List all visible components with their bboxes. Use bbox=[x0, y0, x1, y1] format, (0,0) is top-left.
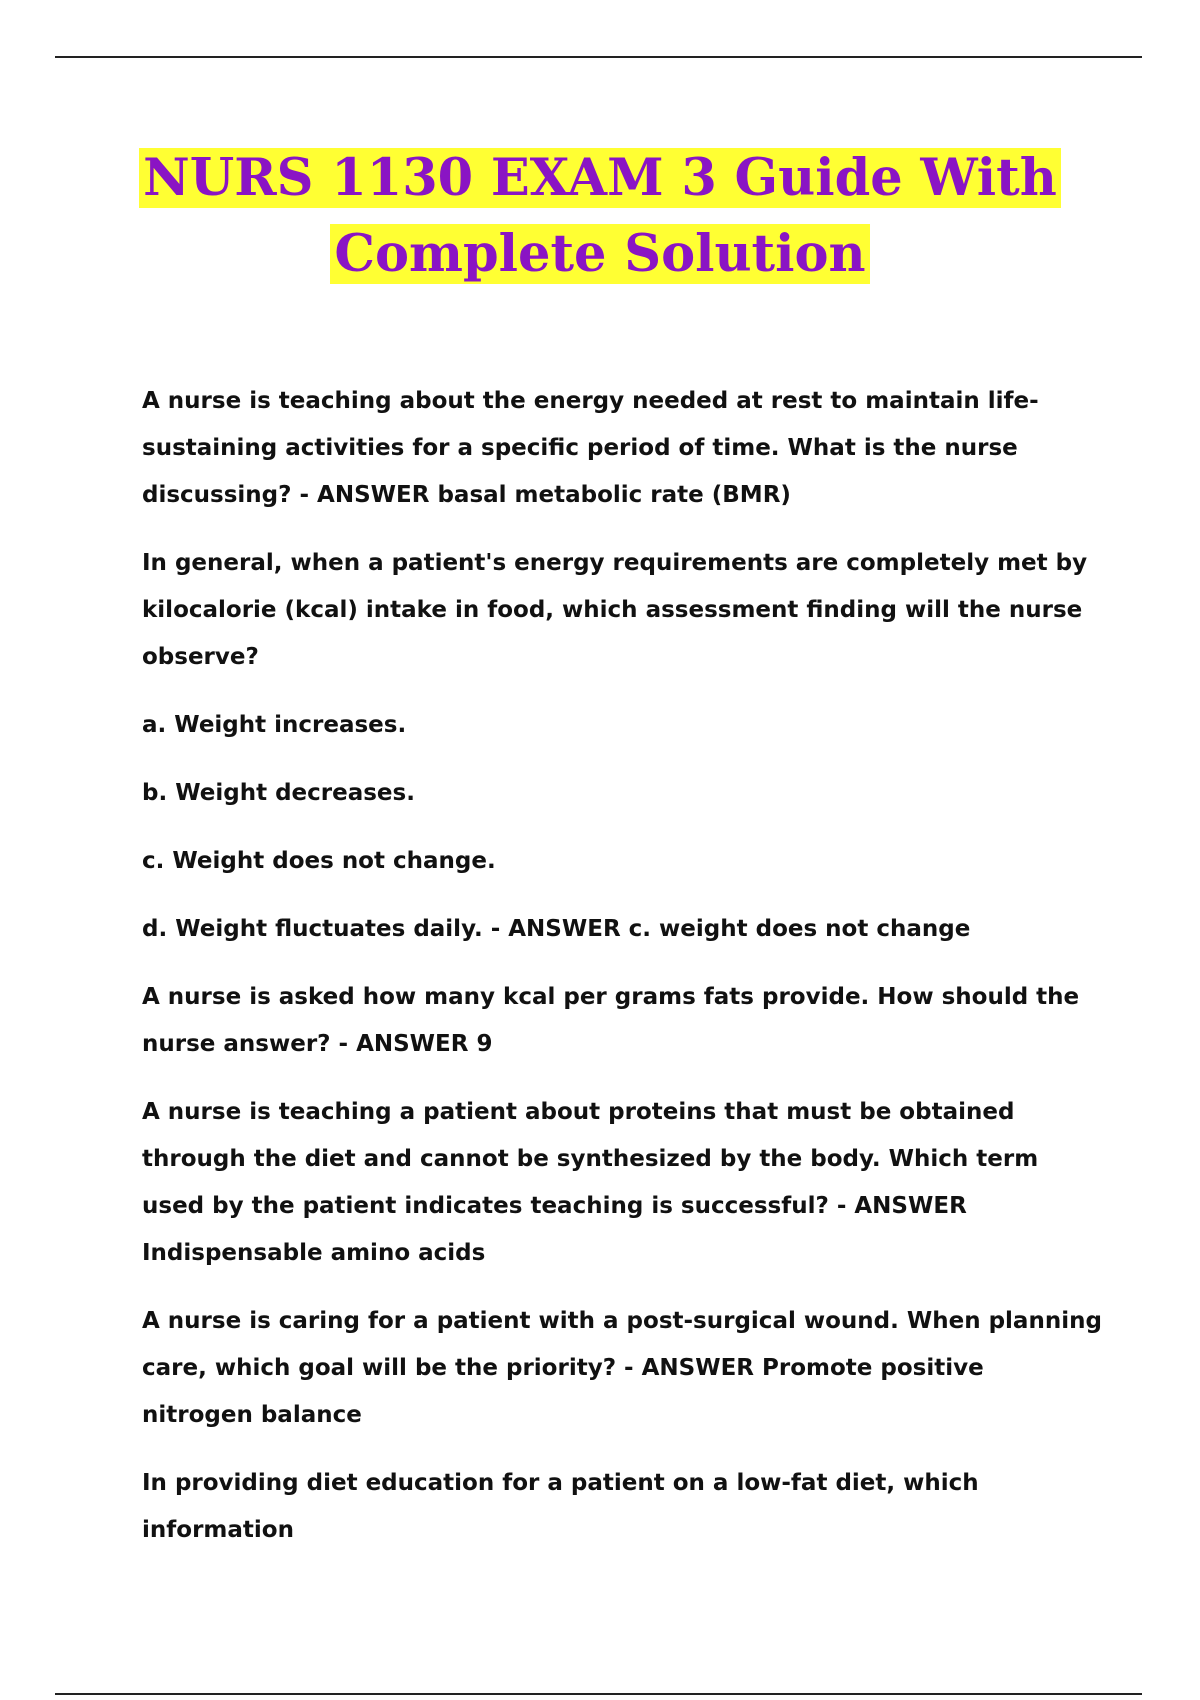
answer-option: b. Weight decreases. bbox=[142, 780, 415, 806]
answer-option: d. Weight fluctuates daily. - ANSWER c. weight does not change bbox=[142, 916, 971, 942]
title-line-2: Complete Solution bbox=[330, 224, 869, 284]
bottom-rule bbox=[55, 1693, 1142, 1695]
question-paragraph: In providing diet education for a patient on a low-fat diet, which information bbox=[142, 1470, 979, 1543]
question-paragraph: A nurse is asked how many kcal per grams fats provide. How should the nurse answer? - ANSWER 9 bbox=[142, 984, 1080, 1057]
title-line-1: NURS 1130 EXAM 3 Guide With bbox=[139, 148, 1061, 208]
question-paragraph: A nurse is teaching about the energy needed at rest to maintain life-sustaining activities for a specific period of time. What is the nurse discussing? - ANSWER basal metabolic rate (BMR) bbox=[142, 388, 1039, 508]
question-paragraph: A nurse is teaching a patient about proteins that must be obtained through the diet and cannot be synthesized by the body. Which term used by the patient indicates teaching is successful? - ANSWER Indispensable amino acids bbox=[142, 1099, 1039, 1266]
question-paragraph: In general, when a patient's energy requirements are completely met by kilocalorie (kcal) intake in food, which assessment finding will the nurse observe? bbox=[142, 550, 1088, 670]
top-rule bbox=[55, 56, 1142, 58]
question-paragraph: A nurse is caring for a patient with a post-surgical wound. When planning care, which goal will be the priority? - ANSWER Promote positive nitrogen balance bbox=[142, 1308, 1102, 1428]
document-body bbox=[142, 378, 1102, 1554]
answer-option: a. Weight increases. bbox=[142, 712, 407, 738]
answer-option: c. Weight does not change. bbox=[142, 848, 496, 874]
page-title bbox=[60, 140, 1140, 292]
